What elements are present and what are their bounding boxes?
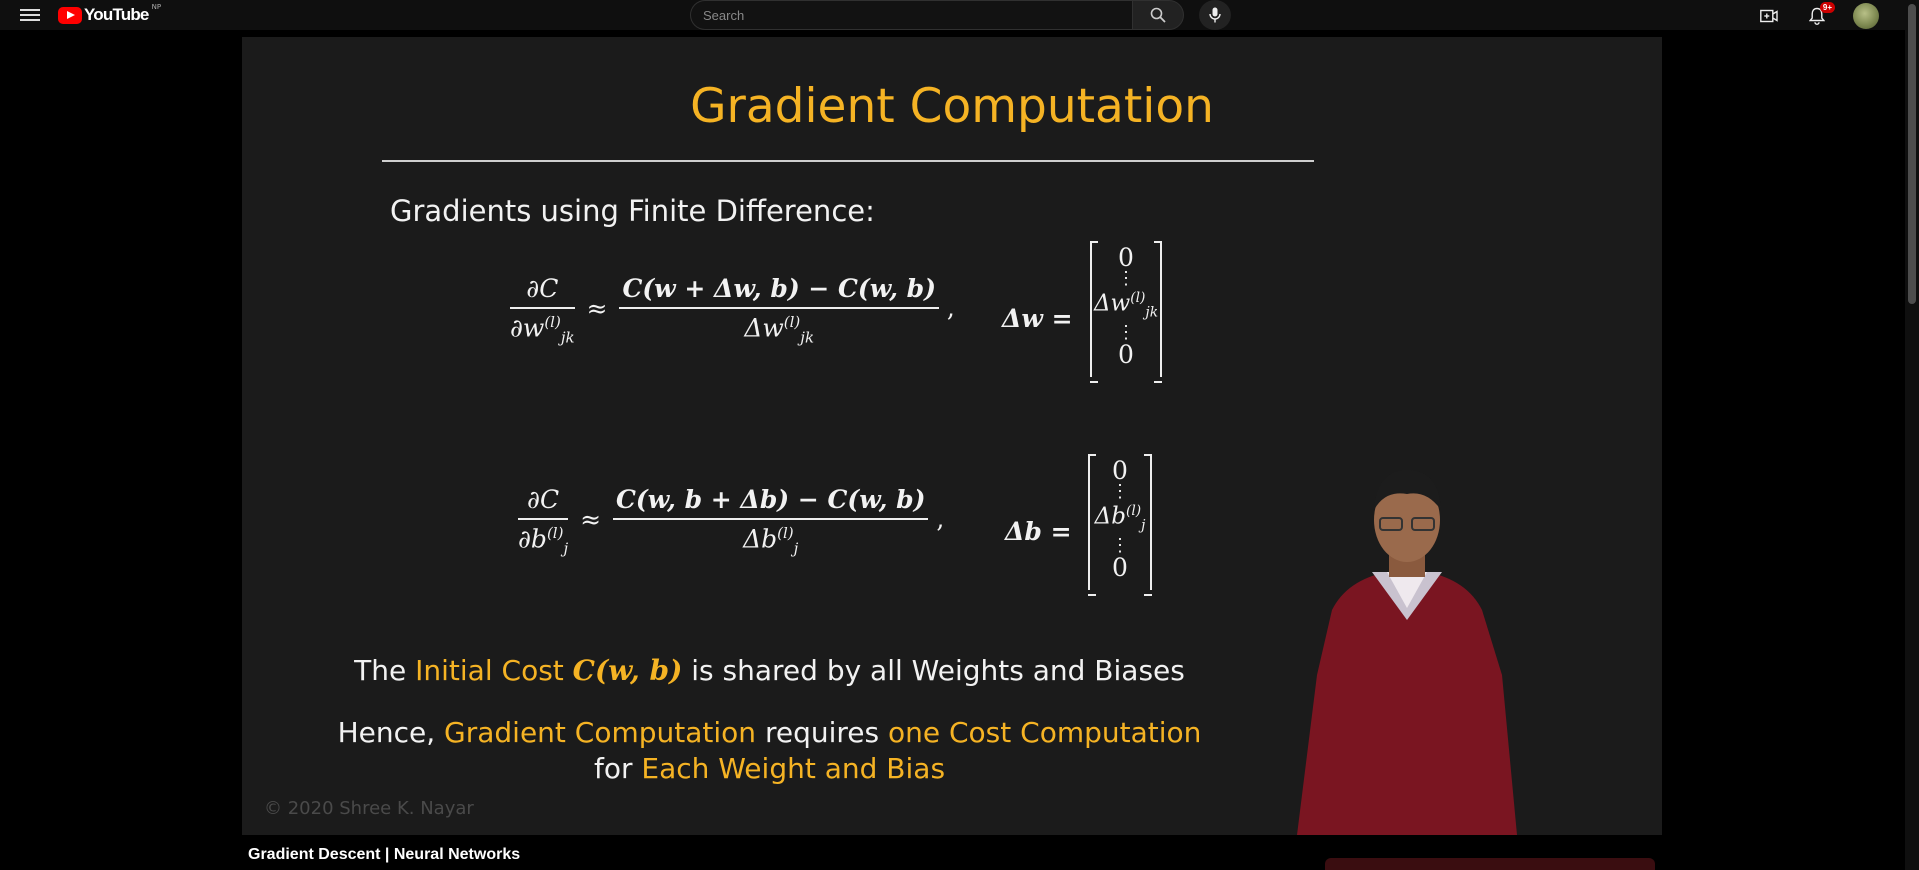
microphone-icon bbox=[1209, 7, 1221, 23]
eq1-comma: , bbox=[946, 293, 955, 323]
gradient-cost-statement bbox=[242, 715, 1297, 787]
eq2-matrix-row bbox=[1090, 505, 1150, 533]
eq1-rhs-denominator bbox=[619, 309, 938, 346]
eq2-lhs-den-base: ∂b bbox=[518, 524, 547, 554]
search-input[interactable]: Search bbox=[690, 0, 1132, 30]
notifications-button[interactable] bbox=[1805, 3, 1832, 28]
line2-highlight-3: Each Weight and Bias bbox=[641, 752, 946, 785]
eq2-lhs-den-sub: j bbox=[563, 539, 569, 558]
eq2-matrix-row: 0 bbox=[1112, 456, 1128, 485]
video-title[interactable]: Gradient Descent | Neural Networks bbox=[248, 846, 521, 863]
eq2-rhs-den-sub: j bbox=[793, 539, 799, 558]
eq2-matrix-row: ⋮ bbox=[1111, 535, 1129, 557]
eq2-lhs-fraction bbox=[518, 485, 568, 557]
eq2-rhs-den-base: Δb bbox=[743, 524, 778, 554]
line1-pre: The bbox=[354, 654, 416, 687]
eq2-matrix-center: Δb bbox=[1094, 503, 1126, 530]
youtube-play-icon bbox=[58, 7, 82, 24]
eq1-matrix-row: 0 bbox=[1118, 340, 1134, 370]
line2-highlight-2: one Cost Computation bbox=[888, 716, 1202, 749]
search-bar bbox=[690, 0, 1231, 30]
eq1-lhs-numerator: ∂C bbox=[510, 274, 575, 309]
eq2-rhs-fraction bbox=[613, 485, 928, 557]
eq1-matrix-row: ⋮ bbox=[1117, 322, 1135, 344]
eq1-lhs-den-sup: (l) bbox=[544, 313, 561, 331]
eq2-matrix-sup: (l) bbox=[1125, 503, 1142, 519]
line1-math: C(w, b) bbox=[572, 654, 683, 687]
search-button[interactable] bbox=[1132, 0, 1184, 30]
top-bar bbox=[0, 0, 1919, 30]
eq1-matrix-row bbox=[1092, 292, 1160, 320]
scrollbar-thumb[interactable] bbox=[1908, 4, 1916, 304]
create-video-icon bbox=[1760, 9, 1778, 23]
initial-cost-statement bbox=[242, 654, 1297, 687]
eq1-matrix-row: ⋮ bbox=[1117, 268, 1135, 289]
eq1-rhs-fraction bbox=[619, 274, 938, 346]
avatar[interactable] bbox=[1853, 3, 1879, 29]
eq1-lhs-den-base: ∂w bbox=[510, 313, 545, 343]
equation-bias-gradient bbox=[518, 485, 944, 557]
eq2-matrix bbox=[1088, 456, 1152, 590]
menu-icon[interactable] bbox=[20, 6, 40, 22]
video-player[interactable] bbox=[242, 37, 1662, 835]
notification-count-badge: 9+ bbox=[1820, 2, 1835, 13]
line1-highlight: Initial Cost bbox=[415, 654, 573, 687]
eq1-lhs-den-sub: jk bbox=[560, 328, 575, 347]
eq2-lhs-den-sup: (l) bbox=[546, 524, 564, 542]
up-next-card[interactable] bbox=[1325, 858, 1655, 870]
eq2-matrix-sub: j bbox=[1141, 517, 1146, 534]
create-button[interactable] bbox=[1757, 4, 1781, 28]
line1-post: is shared by all Weights and Biases bbox=[682, 654, 1185, 687]
eq1-matrix-center: Δw bbox=[1093, 290, 1131, 317]
copyright-notice: © 2020 Shree K. Nayar bbox=[264, 798, 474, 819]
eq2-comma: , bbox=[936, 504, 945, 534]
eq1-rhs-den-sub: jk bbox=[800, 328, 815, 347]
title-divider bbox=[382, 160, 1314, 162]
eq1-rhs-den-base: Δw bbox=[744, 313, 784, 343]
eq2-lhs-denominator bbox=[518, 520, 568, 557]
search-icon bbox=[1150, 7, 1166, 23]
eq2-matrix-row: 0 bbox=[1112, 553, 1128, 583]
slide-subtitle: Gradients using Finite Difference: bbox=[390, 194, 875, 228]
eq1-matrix-sub: jk bbox=[1145, 304, 1159, 321]
eq1-matrix bbox=[1090, 243, 1162, 377]
eq2-approx: ≈ bbox=[580, 504, 602, 534]
eq2-rhs-den-sup: (l) bbox=[777, 524, 794, 542]
eq1-matrix-sup: (l) bbox=[1130, 290, 1146, 306]
eq1-rhs-den-sup: (l) bbox=[783, 313, 801, 331]
eq2-rhs-numerator: C(w, b + Δb) − C(w, b) bbox=[613, 485, 928, 520]
logo-text: YouTube bbox=[84, 5, 149, 24]
line2-highlight-1: Gradient Computation bbox=[444, 716, 757, 749]
eq2-lhs-numerator: ∂C bbox=[518, 485, 568, 520]
page-scrollbar[interactable] bbox=[1905, 0, 1919, 870]
header-actions bbox=[1757, 3, 1879, 29]
eq1-lhs-fraction bbox=[510, 274, 575, 346]
youtube-logo[interactable] bbox=[58, 5, 161, 25]
line2-second-pre: for bbox=[593, 752, 642, 785]
eq1-lhs-denominator bbox=[510, 309, 575, 346]
eq2-vector-label: Δb = bbox=[1005, 517, 1072, 546]
eq2-matrix-row: ⋮ bbox=[1111, 481, 1129, 502]
presenter-image bbox=[1277, 460, 1537, 835]
line2-pre: Hence, bbox=[337, 716, 445, 749]
eq1-vector-label: Δw = bbox=[1002, 304, 1073, 333]
eq1-rhs-numerator: C(w + Δw, b) − C(w, b) bbox=[619, 274, 938, 309]
line2-mid: requires bbox=[756, 716, 888, 749]
eq2-rhs-denominator bbox=[613, 520, 928, 557]
eq1-approx: ≈ bbox=[586, 293, 608, 323]
region-code: NP bbox=[151, 3, 162, 11]
equation-weight-gradient bbox=[510, 274, 955, 346]
slide-title: Gradient Computation bbox=[690, 79, 1214, 134]
eq1-matrix-row: 0 bbox=[1118, 243, 1134, 272]
voice-search-button[interactable] bbox=[1199, 0, 1231, 30]
